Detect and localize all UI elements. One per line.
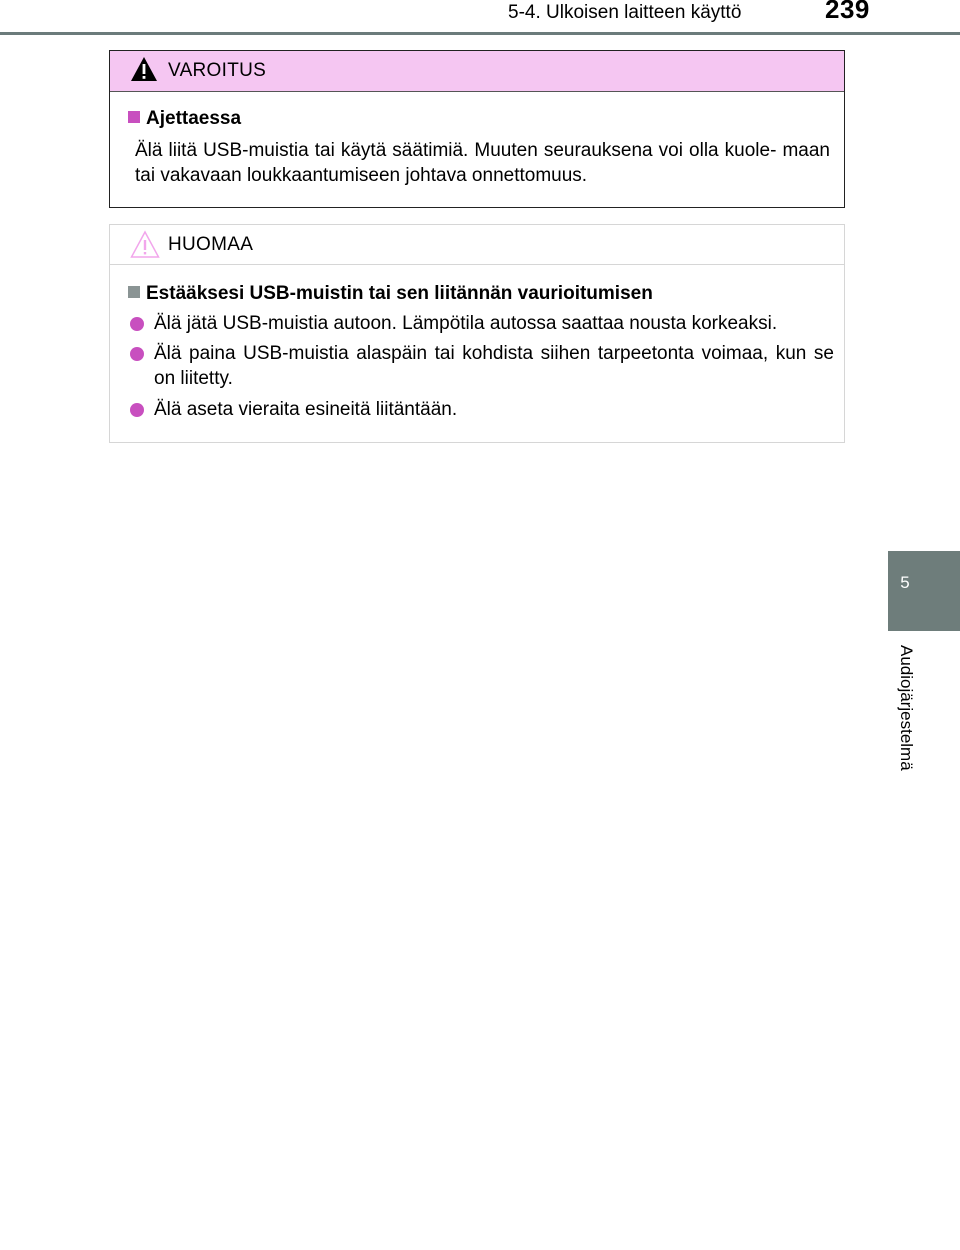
- chapter-name-text: Audiojärjestelmä: [897, 645, 916, 771]
- notice-section-title: Estääksesi USB-muistin tai sen liitännän vaurioitumisen: [128, 283, 653, 305]
- chapter-number: 5: [900, 573, 910, 592]
- warning-header: [110, 51, 844, 92]
- caution-triangle-icon: [130, 229, 160, 264]
- notice-bullet-item: Älä aseta vieraita esineitä liitäntään.: [154, 399, 458, 420]
- warning-label: VAROITUS: [168, 60, 267, 81]
- notice-label: HUOMAA: [168, 234, 254, 255]
- bullet-icon: [130, 347, 144, 361]
- bullet-icon: [130, 403, 144, 417]
- notice-box: [109, 224, 845, 443]
- warning-triangle-icon: [130, 55, 158, 88]
- warning-section-title: Ajettaessa: [128, 108, 241, 130]
- square-bullet-icon: [128, 111, 140, 123]
- chapter-tab: [888, 551, 960, 631]
- notice-bullet-item: Älä paina USB-muistia alaspäin tai kohdista siihen tarpeetonta voimaa, kun se on liitetty.: [154, 343, 834, 389]
- section-header-title: 5-4. Ulkoisen laitteen käyttö: [508, 2, 742, 23]
- square-bullet-icon: [128, 286, 140, 298]
- notice-header: [110, 225, 844, 265]
- warning-text: Älä liitä USB-muistia tai käytä säätimiä. Muuten seurauksena voi olla kuole- maan tai vakavaan loukkaantumiseen johtava onnettomuus.: [135, 140, 830, 186]
- notice-bullet-item: Älä jätä USB-muistia autoon. Lämpötila autossa saattaa nousta korkeaksi.: [154, 313, 778, 334]
- chapter-name: [892, 645, 920, 795]
- bullet-icon: [130, 317, 144, 331]
- header-rule: [0, 32, 960, 35]
- warning-box: [109, 50, 845, 208]
- page-number: 239: [825, 0, 870, 24]
